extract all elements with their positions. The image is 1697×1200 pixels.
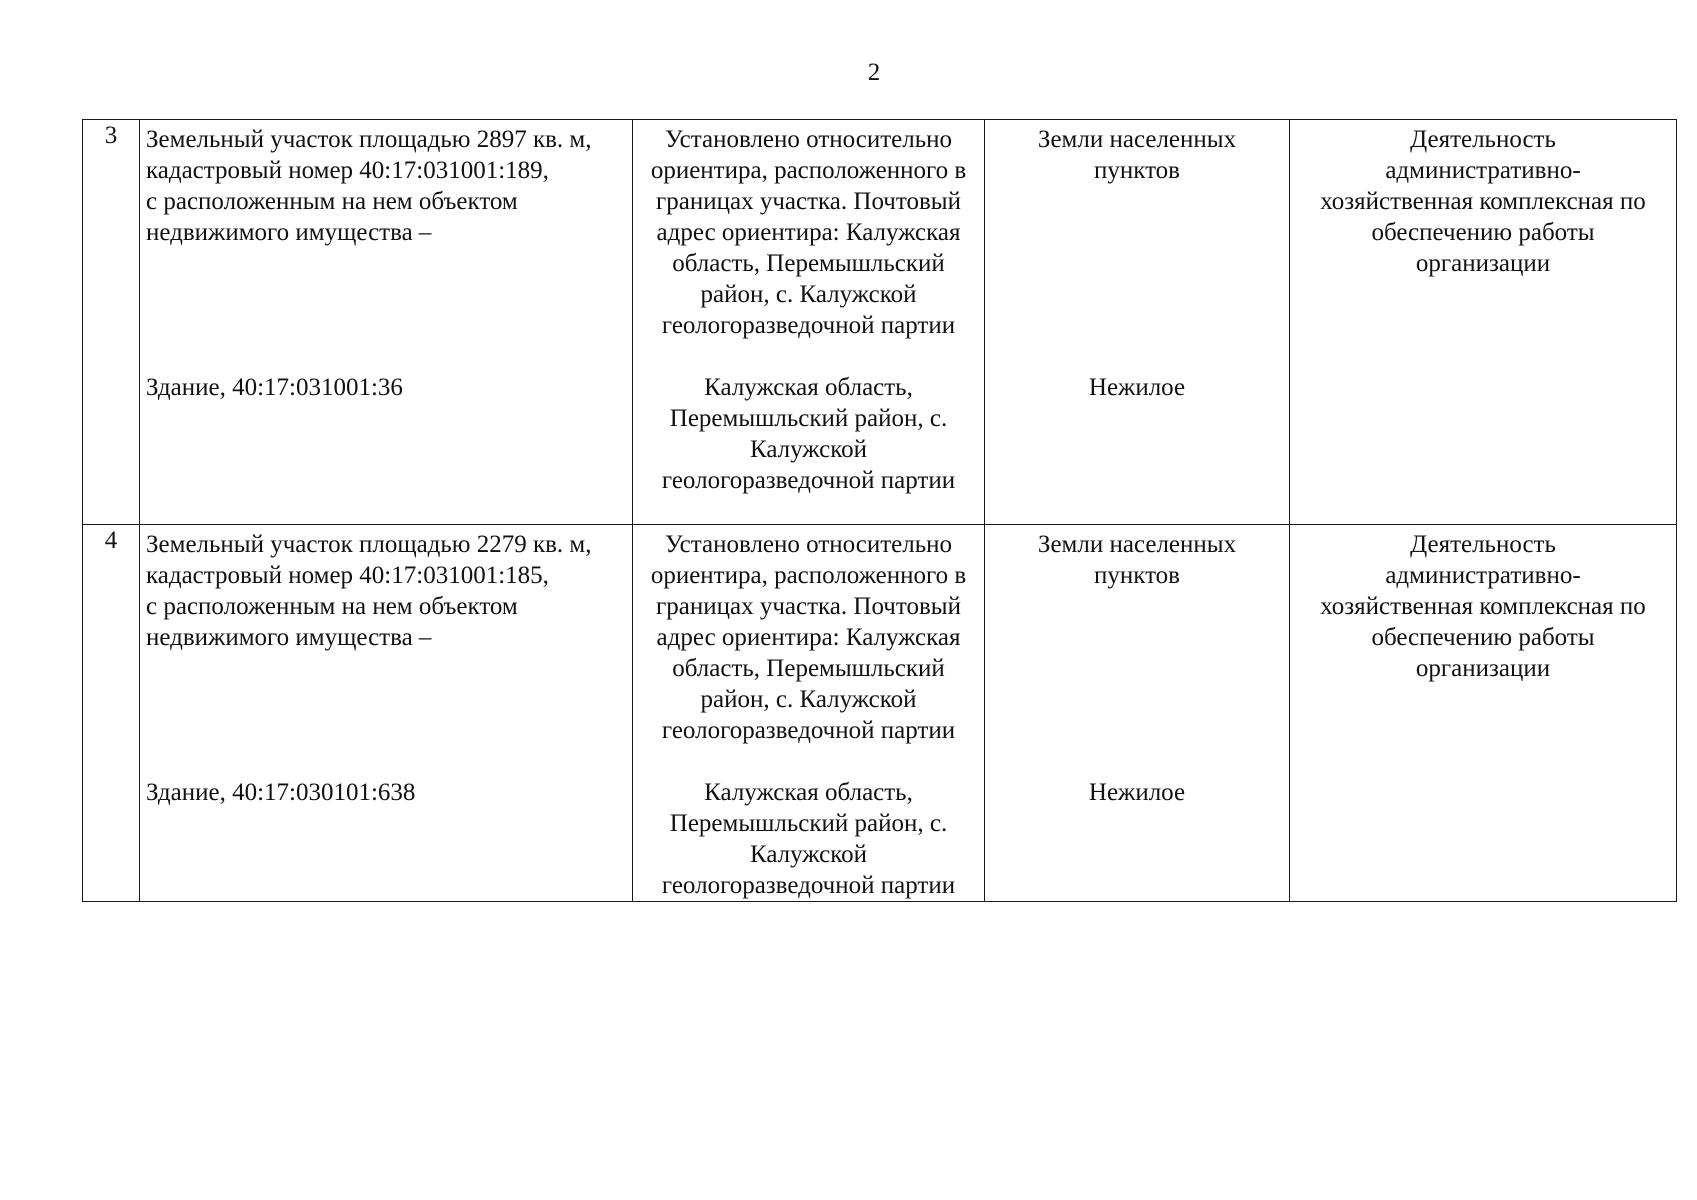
address-cell: [633, 120, 985, 525]
land-category-line: пунктов: [1094, 562, 1180, 589]
permitted-use-line: организации: [1415, 250, 1551, 277]
building-type: Нежилое: [1088, 374, 1186, 401]
object-cell: [140, 120, 633, 525]
permitted-use-line: административно-: [1385, 157, 1581, 184]
land-description-line: кадастровый номер 40:17:031001:189,: [146, 157, 549, 184]
building-description: Здание, 40:17:030101:638: [146, 779, 416, 806]
building-address-line: геологоразведочной партии: [661, 872, 956, 899]
land-address-line: геологоразведочной партии: [661, 717, 956, 744]
land-address-line: адрес ориентира: Калужская: [656, 624, 961, 651]
land-category-line: пунктов: [1094, 157, 1180, 184]
building-description: Здание, 40:17:031001:36: [146, 374, 403, 401]
land-description-line: Земельный участок площадью 2279 кв. м,: [146, 531, 592, 558]
building-address-line: Перемышльский район, с.: [669, 810, 948, 837]
use-cell: [1290, 525, 1677, 902]
table-row: [83, 525, 1677, 902]
building-type: Нежилое: [1088, 779, 1186, 806]
building-address-line: Калужская область,: [704, 374, 913, 401]
land-address-line: ориентира, расположенного в: [650, 562, 967, 589]
building-address-line: Калужская область,: [704, 779, 913, 806]
permitted-use-line: хозяйственная комплексная по: [1320, 188, 1646, 215]
land-description-line: недвижимого имущества –: [146, 219, 432, 246]
land-description-line: недвижимого имущества –: [146, 624, 432, 651]
land-description-line: кадастровый номер 40:17:031001:185,: [146, 562, 549, 589]
land-address-line: границах участка. Почтовый: [656, 593, 961, 620]
object-cell: [140, 525, 633, 902]
permitted-use-line: хозяйственная комплексная по: [1320, 593, 1646, 620]
land-address-line: геологоразведочной партии: [661, 312, 956, 339]
land-address-line: адрес ориентира: Калужская: [656, 219, 961, 246]
land-description-line: с расположенным на нем объектом: [146, 188, 518, 215]
category-cell: [985, 120, 1290, 525]
building-address-line: Калужской: [750, 841, 867, 868]
row-number: 4: [83, 525, 140, 902]
land-description-line: с расположенным на нем объектом: [146, 593, 518, 620]
land-address-line: ориентира, расположенного в: [650, 157, 967, 184]
building-address-line: Калужской: [750, 436, 867, 463]
table-row: [83, 120, 1677, 525]
land-description-line: Земельный участок площадью 2897 кв. м,: [146, 126, 592, 153]
building-address-line: Перемышльский район, с.: [669, 405, 948, 432]
building-address-line: геологоразведочной партии: [661, 467, 956, 494]
permitted-use-line: Деятельность: [1410, 126, 1556, 153]
permitted-use-line: административно-: [1385, 562, 1581, 589]
permitted-use-line: организации: [1415, 655, 1551, 682]
land-address-line: область, Перемышльский: [672, 250, 945, 277]
permitted-use-line: обеспечению работы: [1371, 624, 1595, 651]
address-cell: [633, 525, 985, 902]
land-category-line: Земли населенных: [1037, 531, 1237, 558]
property-table: [82, 119, 1677, 902]
land-address-line: район, с. Калужской: [700, 281, 917, 308]
category-cell: [985, 525, 1290, 902]
page-number: 2: [867, 59, 881, 86]
permitted-use-line: обеспечению работы: [1371, 219, 1595, 246]
permitted-use-line: Деятельность: [1410, 531, 1556, 558]
land-address-line: область, Перемышльский: [672, 655, 945, 682]
row-number: 3: [83, 120, 140, 525]
use-cell: [1290, 120, 1677, 525]
land-address-line: Установлено относительно: [664, 531, 953, 558]
land-category-line: Земли населенных: [1037, 126, 1237, 153]
land-address-line: Установлено относительно: [664, 126, 953, 153]
land-address-line: район, с. Калужской: [700, 686, 917, 713]
land-address-line: границах участка. Почтовый: [656, 188, 961, 215]
